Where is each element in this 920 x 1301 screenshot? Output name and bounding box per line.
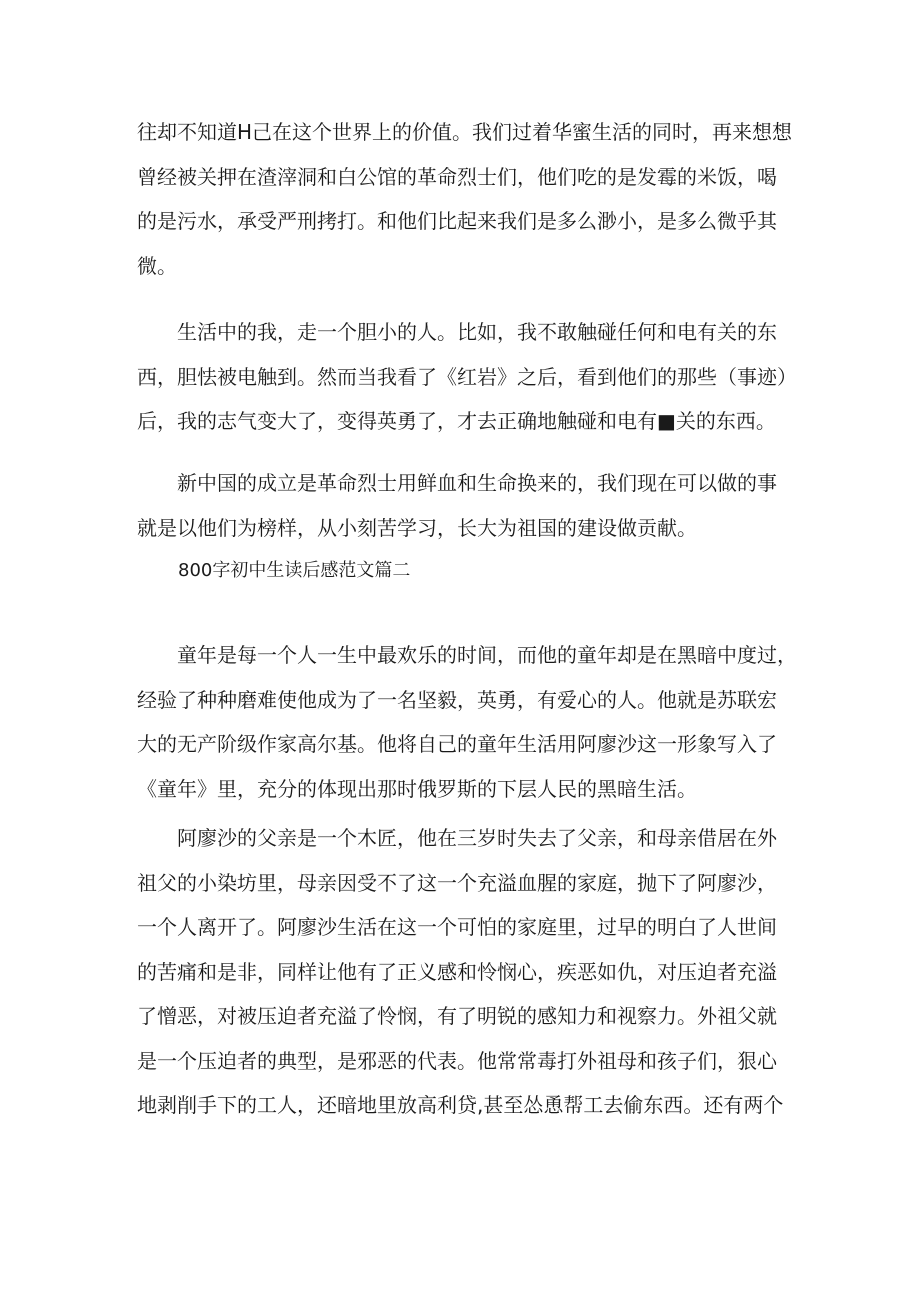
paragraph-1 [137, 110, 797, 288]
text-line: 经验了种种磨难使他成为了一名坚毅，英勇，有爱心的人。他就是苏联宏 [137, 687, 777, 712]
text-line: 一个人离开了。阿廖沙生活在这一个可怕的家庭里，过早的明白了人世间 [137, 915, 777, 939]
paragraph-3 [137, 461, 797, 550]
text-line: 西，胆怯被电触到。然而当我看了《红岩》之后，看到他们的那些（事迹） [137, 364, 797, 389]
text-line: 了憎恶，对被压迫者充溢了怜悯，有了明锐的感知力和视察力。外祖父就 [137, 1004, 777, 1028]
text-line: 是一个压迫者的典型，是邪恶的代表。他常常毒打外祖母和孩子们，狠心 [137, 1048, 777, 1073]
text-line: 新中国的成立是革命烈士用鲜血和生命换来的，我们现在可以做的事 [137, 471, 777, 495]
text-line: 阿廖沙的父亲是一个木匠，他在三岁时失去了父亲，和母亲借居在外 [137, 826, 777, 850]
text-line: 童年是每一个人一生中最欢乐的时间，而他的童年却是在黑暗中度过， [137, 643, 797, 667]
section-heading: 800字初中生读后感范文篇二 [178, 560, 411, 581]
text-line: 就是以他们为榜样，从小刻苦学习，长大为祖国的建设做贡献。 [137, 515, 697, 540]
text-line: 祖父的小染坊里，母亲因受不了这一个充溢血腥的家庭，抛下了阿廖沙， [137, 870, 777, 895]
paragraph-5 [137, 816, 797, 1128]
text-line: 的是污水，承受严刑拷打。和他们比起来我们是多么渺小，是多么微乎其 [137, 209, 777, 233]
text-line: 生活中的我，走一个胆小的人。比如，我不敢触碰任何和电有关的东 [137, 320, 777, 344]
text-line: 大的无产阶级作家高尔基。他将自己的童年生活用阿廖沙这一形象写入了 [137, 732, 777, 756]
text-line: 微。 [137, 253, 177, 278]
text-line: 曾经被关押在渣滓洞和白公馆的革命烈士们，他们吃的是发霉的米饭，喝 [137, 164, 777, 189]
text-line: 地剥削手下的工人，还暗地里放高利贷,甚至怂恿帮工去偷东西。还有两个 [137, 1093, 784, 1117]
text-line: 后，我的志气变大了，变得英勇了，才去正确地触碰和电有■关的东西。 [137, 409, 776, 433]
paragraph-2 [137, 310, 797, 444]
text-line: 往却不知道H己在这个世界上的价值。我们过着华蜜生活的同时，再来想想 [137, 120, 793, 144]
text-line: 的苦痛和是非，同样让他有了正义感和怜悯心，疾恶如仇，对压迫者充溢 [137, 959, 777, 984]
paragraph-4 [137, 633, 797, 811]
text-line: 《童年》里，充分的体现出那时俄罗斯的下层人民的黑暗生活。 [137, 776, 697, 801]
